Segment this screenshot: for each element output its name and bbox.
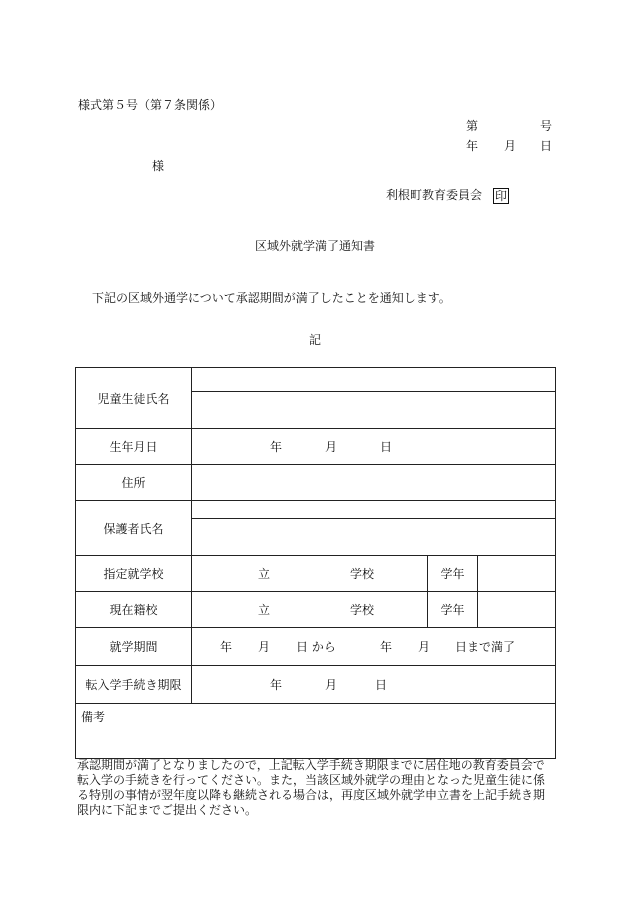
birthdate-year: 年 (270, 439, 283, 454)
assigned-school-public: 立 (258, 566, 271, 581)
intro-text: 下記の区域外通学について承認期間が満了したことを通知します。 (92, 291, 451, 305)
remarks-field[interactable] (76, 704, 556, 759)
birthdate-field[interactable] (192, 429, 556, 465)
deadline-day: 日 (375, 677, 388, 692)
issue-date-year: 年 (466, 139, 479, 153)
recipient-honorific: 様 (152, 159, 165, 173)
current-school-public: 立 (258, 602, 271, 617)
address-label: 住所 (76, 465, 192, 501)
deadline-year: 年 (270, 677, 283, 692)
period-to-month: 月 (418, 639, 431, 654)
student-name-label: 児童生徒氏名 (76, 368, 192, 429)
birthdate-month: 月 (325, 439, 338, 454)
student-name-field[interactable] (192, 392, 556, 429)
notice-line: 転入学の手続きを行ってください。また，当該区域外就学の理由となった児童生徒に係 (77, 773, 546, 787)
birthdate-row (76, 429, 556, 465)
assigned-school-suffix: 学校 (350, 566, 375, 581)
remarks-row (76, 704, 556, 759)
period-to-year: 年 (380, 639, 393, 654)
current-school-label: 現在籍校 (76, 592, 192, 628)
current-school-field[interactable] (192, 592, 428, 628)
guardian-furigana-field[interactable] (192, 501, 556, 519)
notice-line: 限内に下記までご提出ください。 (77, 803, 258, 817)
period-to-day: 日まで満了 (455, 639, 516, 654)
form-number: 様式第５号（第７条関係） (78, 98, 223, 112)
document-number-suffix: 号 (540, 119, 553, 133)
assigned-grade-label: 学年 (428, 556, 478, 592)
notice-text (77, 758, 557, 818)
transfer-deadline-field[interactable] (192, 666, 556, 704)
guardian-name-field[interactable] (192, 519, 556, 556)
assigned-school-label: 指定就学校 (76, 556, 192, 592)
period-from-year: 年 (220, 639, 233, 654)
current-school-row (76, 592, 556, 628)
birthdate-day: 日 (380, 439, 393, 454)
period-from-day: 日 から (296, 639, 336, 654)
current-grade-label: 学年 (428, 592, 478, 628)
document-number-prefix: 第 (466, 119, 479, 133)
address-row (76, 465, 556, 501)
transfer-deadline-row (76, 666, 556, 704)
seal-mark: 印 (495, 189, 508, 203)
ki-heading: 記 (309, 333, 322, 347)
guardian-row (76, 501, 556, 519)
issue-date-day: 日 (540, 139, 553, 153)
student-name-furigana-field[interactable] (192, 368, 556, 392)
period-label: 就学期間 (76, 628, 192, 666)
assigned-school-field[interactable] (192, 556, 428, 592)
period-field[interactable] (192, 628, 556, 666)
address-field[interactable] (192, 465, 556, 501)
notice-line: 承認期間が満了となりましたので，上記転入学手続き期限までに居住地の教育委員会で (77, 758, 545, 772)
current-grade-field[interactable] (478, 592, 556, 628)
assigned-school-row (76, 556, 556, 592)
issue-date-month: 月 (504, 139, 517, 153)
guardian-label: 保護者氏名 (76, 501, 192, 556)
period-row (76, 628, 556, 666)
birthdate-label: 生年月日 (76, 429, 192, 465)
current-school-suffix: 学校 (350, 602, 375, 617)
remarks-label: 備考 (81, 710, 106, 724)
notice-line: る特別の事情が翌年度以降も継続される場合は，再度区域外就学申立書を上記手続き期 (77, 788, 546, 802)
student-name-row (76, 368, 556, 392)
issuer-name: 利根町教育委員会 (386, 188, 483, 202)
assigned-grade-field[interactable] (478, 556, 556, 592)
transfer-deadline-label: 転入学手続き期限 (76, 666, 192, 704)
period-from-month: 月 (258, 639, 271, 654)
notice-form-table (75, 367, 556, 759)
deadline-month: 月 (325, 677, 338, 692)
document-title: 区域外就学満了通知書 (255, 239, 376, 253)
